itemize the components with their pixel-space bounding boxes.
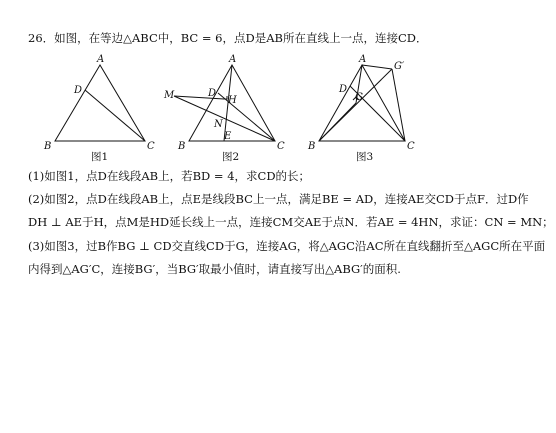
fig3-segment-bgp [319, 69, 392, 141]
question-part-3-line-1: (3)如图3，过B作BG ⊥ CD交直线CD于G，连接AG，将△AGC沿AC所在直线翻折至△AGC所在平面 [28, 239, 546, 253]
fig3-label-d: D [339, 84, 348, 95]
fig2-label-n: N [214, 119, 223, 130]
fig3-triangle-abc [319, 65, 405, 141]
fig3-label-a: A [359, 54, 367, 65]
question-part-1: (1)如图1，点D在线段AB上，若BD = 4，求CD的长； [28, 169, 311, 183]
question-part-2-line-1: (2)如图2，点D在线段AB上，点E是线段BC上一点，满足BE = AD，连接AE交CD于点F．过D作 [28, 192, 529, 206]
figure-1 [43, 54, 155, 163]
question-part-2-line-2: DH ⊥ AE于H，点M是HD延长线上一点，连接CM交AE于点N．若AE = 4HN，求证：CN = MN； [28, 215, 554, 229]
figures-row [0, 52, 556, 172]
fig2-label-a: A [229, 54, 237, 65]
fig1-label-c: C [147, 141, 155, 152]
fig1-segment-cd [85, 90, 145, 141]
figure-2 [163, 54, 285, 163]
fig1-label-b: B [44, 141, 52, 152]
fig3-label-gp: G′ [394, 61, 405, 72]
fig1-label-a: A [97, 54, 105, 65]
fig2-label-m: M [164, 90, 175, 101]
fig3-caption: 图3 [356, 151, 374, 163]
fig2-label-h: H [228, 95, 237, 106]
fig2-caption: 图2 [222, 151, 240, 163]
question-part-3-line-2: 内得到△AG′C，连接BG′，当BG′取最小值时，请直接写出△ABG′的面积. [28, 262, 401, 276]
fig2-segment-md [174, 96, 224, 99]
fig3-label-g: G [355, 92, 363, 103]
problem-statement: 26．如图，在等边△ABC中，BC = 6，点D是AB所在直线上一点，连接CD． [28, 31, 428, 45]
fig3-label-c: C [407, 141, 415, 152]
fig2-label-d: D [208, 88, 217, 99]
fig2-label-b: B [178, 141, 186, 152]
fig2-label-c: C [277, 141, 285, 152]
fig1-label-d: D [74, 85, 83, 96]
fig2-right-angle-mark [224, 96, 227, 99]
fig3-segment-agp [362, 65, 392, 69]
fig1-caption: 图1 [91, 151, 109, 163]
figure-3 [307, 54, 415, 163]
fig2-label-e: E [224, 131, 232, 142]
fig3-label-b: B [308, 141, 316, 152]
geometry-figures [0, 52, 556, 172]
